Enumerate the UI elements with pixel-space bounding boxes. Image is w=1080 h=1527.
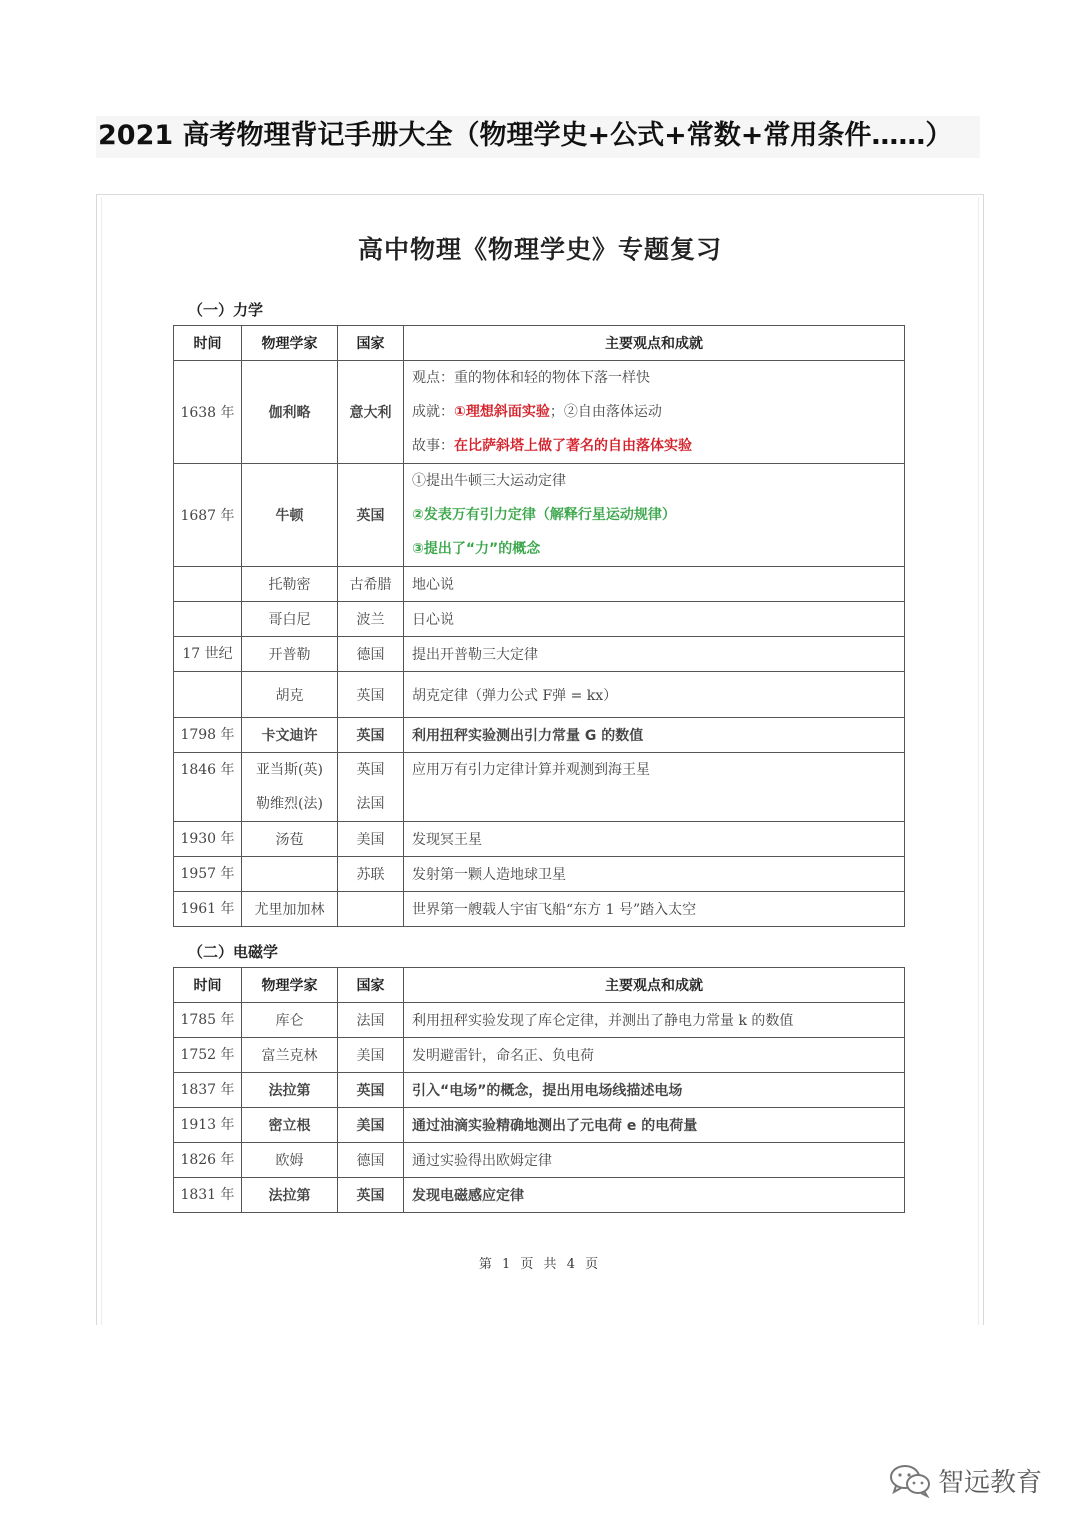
page-number-footer: 第 1 页 共 4 页 — [478, 1257, 602, 1272]
cell-achievement: 胡克定律（弹力公式 F弹 = kx） — [404, 672, 905, 718]
cell-country: 德国 — [338, 1143, 404, 1178]
cell-scientist: 胡克 — [242, 672, 338, 718]
table-row — [174, 1108, 905, 1143]
cell-time: 1930 年 — [174, 822, 242, 857]
cell-achievement: 世界第一艘载人宇宙飞船“东方 1 号”踏入太空 — [404, 892, 905, 927]
cell-country: 英国 — [338, 718, 404, 753]
cell-country: 英国 — [338, 672, 404, 718]
country-line: 英国 — [356, 762, 385, 778]
cell-achievement: 通过实验得出欧姆定律 — [404, 1143, 905, 1178]
cell-achievement — [404, 464, 905, 567]
cell-scientist: 牛顿 — [242, 464, 338, 567]
table-row — [174, 637, 905, 672]
cell-country — [338, 753, 404, 822]
cell-achievement: 发射第一颗人造地球卫星 — [404, 857, 905, 892]
line-text: ①提出牛顿三大运动定律 — [412, 473, 566, 489]
cell-time — [174, 567, 242, 602]
cell-time: 17 世纪 — [174, 637, 242, 672]
cell-achievement — [404, 753, 905, 822]
achievement-text: 应用万有引力定律计算并观测到海王星 — [412, 762, 650, 778]
scientist-line: 勒维烈(法) — [256, 796, 323, 812]
cell-achievement: 地心说 — [404, 567, 905, 602]
table-row — [174, 753, 905, 822]
section-title-mechanics: （一）力学 — [188, 301, 264, 319]
table-row — [174, 361, 905, 464]
cell-country: 英国 — [338, 1073, 404, 1108]
cell-time: 1826 年 — [174, 1143, 242, 1178]
cell-scientist: 哥白尼 — [242, 602, 338, 637]
cell-scientist: 密立根 — [242, 1108, 338, 1143]
table-row — [174, 464, 905, 567]
cell-time: 1785 年 — [174, 1003, 242, 1038]
mechanics-table — [173, 325, 905, 927]
line-prefix: 故事： — [412, 438, 454, 454]
cell-country: 意大利 — [338, 361, 404, 464]
header-time: 时间 — [174, 968, 242, 1003]
cell-scientist: 欧姆 — [242, 1143, 338, 1178]
table-row — [174, 1143, 905, 1178]
cell-scientist: 尤里加加林 — [242, 892, 338, 927]
cell-achievement: 通过油滴实验精确地测出了元电荷 e 的电荷量 — [404, 1108, 905, 1143]
cell-scientist: 库仑 — [242, 1003, 338, 1038]
cell-country — [338, 892, 404, 927]
cell-achievement: 发现冥王星 — [404, 822, 905, 857]
section-title-electromagnetism: （二）电磁学 — [188, 943, 279, 961]
line-text: ②发表万有引力定律（解释行星运动规律） — [412, 507, 676, 523]
cell-country: 波兰 — [338, 602, 404, 637]
cell-scientist — [242, 753, 338, 822]
document-title: 高中物理《物理学史》专题复习 — [357, 235, 722, 264]
cell-time: 1957 年 — [174, 857, 242, 892]
line-text: 重的物体和轻的物体下落一样快 — [454, 370, 650, 386]
cell-achievement: 利用扭秤实验发现了库仑定律，并测出了静电力常量 k 的数值 — [404, 1003, 905, 1038]
cell-scientist: 卡文迪许 — [242, 718, 338, 753]
watermark-text: 智远教育 — [938, 1468, 1043, 1498]
cell-country: 美国 — [338, 1038, 404, 1073]
cell-country: 英国 — [338, 1178, 404, 1213]
cell-country: 德国 — [338, 637, 404, 672]
electromagnetism-table — [173, 967, 905, 1213]
cell-time: 1831 年 — [174, 1178, 242, 1213]
line-text: 在比萨斜塔上做了著名的自由落体实验 — [454, 438, 692, 454]
article-headline: 2021 高考物理背记手册大全（物理学史+公式+常数+常用条件……） — [98, 120, 953, 151]
cell-time: 1752 年 — [174, 1038, 242, 1073]
cell-time: 1913 年 — [174, 1108, 242, 1143]
line-text: ③提出了“力”的概念 — [412, 541, 541, 557]
cell-time-text: 1846 年 — [180, 762, 235, 778]
table-row — [174, 1003, 905, 1038]
cell-time: 1798 年 — [174, 718, 242, 753]
header-time: 时间 — [174, 326, 242, 361]
cell-time: 1837 年 — [174, 1073, 242, 1108]
cell-time — [174, 753, 242, 822]
table-row — [174, 602, 905, 637]
table-row — [174, 1178, 905, 1213]
wechat-icon — [886, 1460, 936, 1500]
cell-scientist: 托勒密 — [242, 567, 338, 602]
header-country: 国家 — [338, 326, 404, 361]
cell-time: 1687 年 — [174, 464, 242, 567]
cell-country: 英国 — [338, 464, 404, 567]
country-line: 法国 — [356, 796, 385, 812]
table-header-row — [174, 326, 905, 361]
cell-country: 美国 — [338, 822, 404, 857]
cell-achievement — [404, 361, 905, 464]
cell-scientist: 法拉第 — [242, 1073, 338, 1108]
cell-achievement: 利用扭秤实验测出引力常量 G 的数值 — [404, 718, 905, 753]
line-prefix: 成就： — [412, 404, 454, 420]
cell-achievement: 发现电磁感应定律 — [404, 1178, 905, 1213]
line-text: ①理想斜面实验 — [454, 404, 550, 420]
table-row — [174, 892, 905, 927]
header-achievement: 主要观点和成就 — [404, 968, 905, 1003]
header-scientist: 物理学家 — [242, 968, 338, 1003]
cell-time — [174, 672, 242, 718]
cell-scientist: 富兰克林 — [242, 1038, 338, 1073]
cell-country: 苏联 — [338, 857, 404, 892]
cell-country: 法国 — [338, 1003, 404, 1038]
article-headline-bar — [96, 116, 980, 158]
line-prefix: 观点： — [412, 370, 454, 386]
cell-time: 1961 年 — [174, 892, 242, 927]
table-row — [174, 822, 905, 857]
header-achievement: 主要观点和成就 — [404, 326, 905, 361]
cell-achievement: 提出开普勒三大定律 — [404, 637, 905, 672]
cell-achievement: 日心说 — [404, 602, 905, 637]
table-row — [174, 1038, 905, 1073]
cell-scientist: 法拉第 — [242, 1178, 338, 1213]
table-row — [174, 857, 905, 892]
cell-scientist: 开普勒 — [242, 637, 338, 672]
cell-time — [174, 602, 242, 637]
scientist-line: 亚当斯(英) — [256, 762, 323, 778]
cell-time: 1638 年 — [174, 361, 242, 464]
line-extra: ；②自由落体运动 — [549, 404, 662, 420]
cell-achievement: 引入“电场”的概念，提出用电场线描述电场 — [404, 1073, 905, 1108]
header-scientist: 物理学家 — [242, 326, 338, 361]
cell-scientist — [242, 857, 338, 892]
cell-achievement: 发明避雷针，命名正、负电荷 — [404, 1038, 905, 1073]
table-row — [174, 1073, 905, 1108]
header-country: 国家 — [338, 968, 404, 1003]
cell-scientist: 伽利略 — [242, 361, 338, 464]
cell-scientist: 汤苞 — [242, 822, 338, 857]
table-row — [174, 718, 905, 753]
table-row — [174, 567, 905, 602]
table-header-row — [174, 968, 905, 1003]
cell-country: 古希腊 — [338, 567, 404, 602]
table-row — [174, 672, 905, 718]
cell-country: 美国 — [338, 1108, 404, 1143]
watermark — [886, 1460, 1056, 1500]
